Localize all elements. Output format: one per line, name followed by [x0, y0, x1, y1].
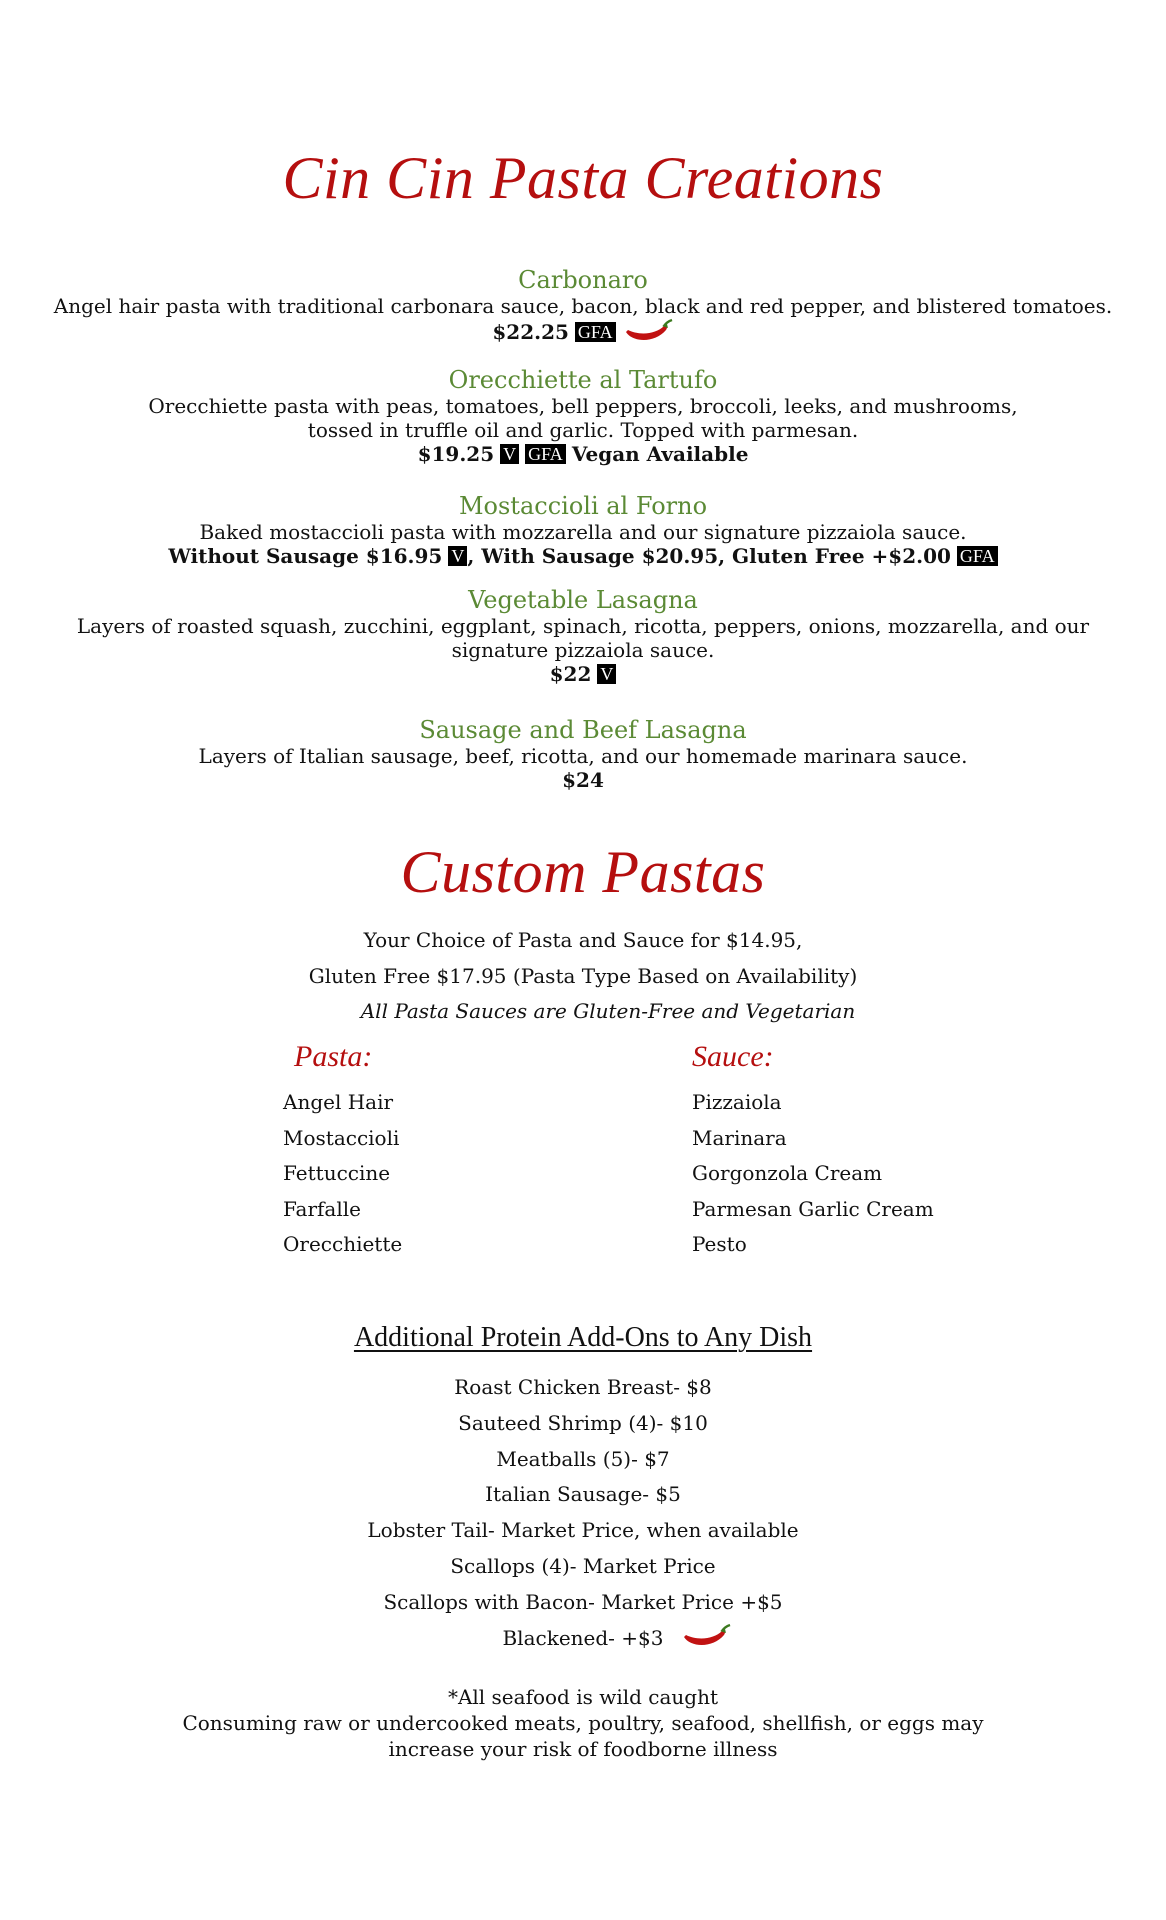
list-item: Orecchiette: [283, 1232, 403, 1256]
gfa-badge: GFA: [957, 546, 998, 566]
dish-vegetable-lasagna: [40, 586, 1126, 686]
custom-price-line: Your Choice of Pasta and Sauce for $14.95,: [363, 928, 803, 952]
dish-price-line: [40, 318, 1126, 346]
list-item: Fettuccine: [283, 1161, 391, 1185]
list-item: Gorgonzola Cream: [692, 1161, 883, 1185]
list-item: Parmesan Garlic Cream: [692, 1196, 934, 1221]
list-item: Lobster Tail- Market Price, when available: [367, 1518, 799, 1543]
dish-description: Layers of Italian sausage, beef, ricotta, and our homemade marinara sauce.: [198, 744, 968, 768]
vegan-available: Vegan Available: [571, 442, 749, 466]
sauce-list: [692, 1085, 934, 1263]
dish-carbonaro: [40, 266, 1126, 346]
list-item: Angel Hair: [283, 1090, 394, 1114]
gfa-badge: GFA: [525, 444, 566, 464]
list-item: Pesto: [692, 1232, 747, 1256]
list-item: Scallops with Bacon- Market Price +$5: [383, 1589, 783, 1614]
dish-price-line: [40, 662, 1126, 686]
dish-price: Without Sausage $16.95: [168, 544, 443, 568]
dish-description: Angel hair pasta with traditional carbonara sauce, bacon, black and red pepper, and blistered tomatoes.: [53, 294, 1113, 318]
seafood-note: *All seafood is wild caught: [447, 1685, 719, 1709]
dish-price: $24: [562, 768, 604, 792]
dish-name: Carbonaro: [518, 266, 648, 294]
dish-price: $22: [549, 662, 592, 686]
vegetarian-badge: V: [448, 546, 467, 566]
vegetarian-badge: V: [597, 664, 616, 684]
chili-pepper-icon: [622, 318, 674, 346]
list-item: Italian Sausage- $5: [485, 1482, 681, 1507]
dish-name: Sausage and Beef Lasagna: [419, 716, 747, 744]
dish-name: Vegetable Lasagna: [468, 586, 698, 614]
gfa-badge: GFA: [575, 322, 616, 342]
dish-sausage-beef-lasagna: [40, 716, 1126, 792]
vegetarian-badge: V: [500, 444, 519, 464]
footer-notes: [0, 1684, 1166, 1762]
dish-name: Orecchiette al Tartufo: [448, 366, 718, 394]
list-item: Scallops (4)- Market Price: [450, 1553, 716, 1578]
list-item: Sauteed Shrimp (4)- $10: [458, 1410, 708, 1435]
dish-description: Layers of roasted squash, zucchini, eggplant, spinach, ricotta, peppers, onions, mozzarella, and our: [76, 614, 1090, 638]
list-item: Meatballs (5)- $7: [496, 1446, 670, 1471]
addons-list: [0, 1370, 1166, 1656]
dish-description: Baked mostaccioli pasta with mozzarella and our signature pizzaiola sauce.: [199, 520, 967, 544]
page-title: Cin Cin Pasta Creations: [282, 145, 884, 211]
dish-description: signature pizzaiola sauce.: [451, 638, 715, 662]
dish-price: $22.25: [492, 320, 569, 344]
dish-mostaccioli: [40, 492, 1126, 568]
dish-price-line: [40, 442, 1126, 466]
list-item: Farfalle: [283, 1196, 361, 1221]
dish-description: tossed in truffle oil and garlic. Topped with parmesan.: [307, 418, 859, 442]
dish-orecchiette: [40, 366, 1126, 466]
list-item: Roast Chicken Breast- $8: [454, 1375, 712, 1399]
health-warning: increase your risk of foodborne illness: [388, 1737, 778, 1761]
dish-price-line: [40, 544, 1126, 568]
dish-price: , With Sausage $20.95, Gluten Free +$2.00: [467, 544, 951, 568]
addons-heading: [0, 1322, 1166, 1354]
health-warning: Consuming raw or undercooked meats, poultry, seafood, shellfish, or eggs may: [182, 1711, 984, 1735]
addons-title: Additional Protein Add-Ons to Any Dish: [353, 1322, 813, 1353]
dish-name: Mostaccioli al Forno: [458, 492, 708, 520]
sauce-heading: Sauce:: [692, 1040, 774, 1073]
chili-pepper-icon: [680, 1623, 732, 1651]
custom-note: All Pasta Sauces are Gluten-Free and Vegetarian: [360, 999, 856, 1023]
dish-description: Orecchiette pasta with peas, tomatoes, bell peppers, broccoli, leeks, and mushrooms,: [148, 394, 1018, 418]
pasta-list: [283, 1085, 402, 1263]
custom-gluten-free-line: Gluten Free $17.95 (Pasta Type Based on Availability): [308, 964, 858, 988]
dish-price-line: [40, 768, 1126, 792]
list-item: Pizzaiola: [692, 1090, 782, 1114]
list-item: [0, 1621, 1166, 1657]
custom-pastas-title: Custom Pastas: [400, 839, 766, 905]
list-item: Marinara: [692, 1125, 787, 1150]
list-item: Mostaccioli: [283, 1125, 400, 1150]
dish-price: $19.25: [417, 442, 495, 466]
pasta-heading: Pasta:: [294, 1040, 373, 1073]
blackened-addon: Blackened- +$3: [502, 1625, 664, 1650]
